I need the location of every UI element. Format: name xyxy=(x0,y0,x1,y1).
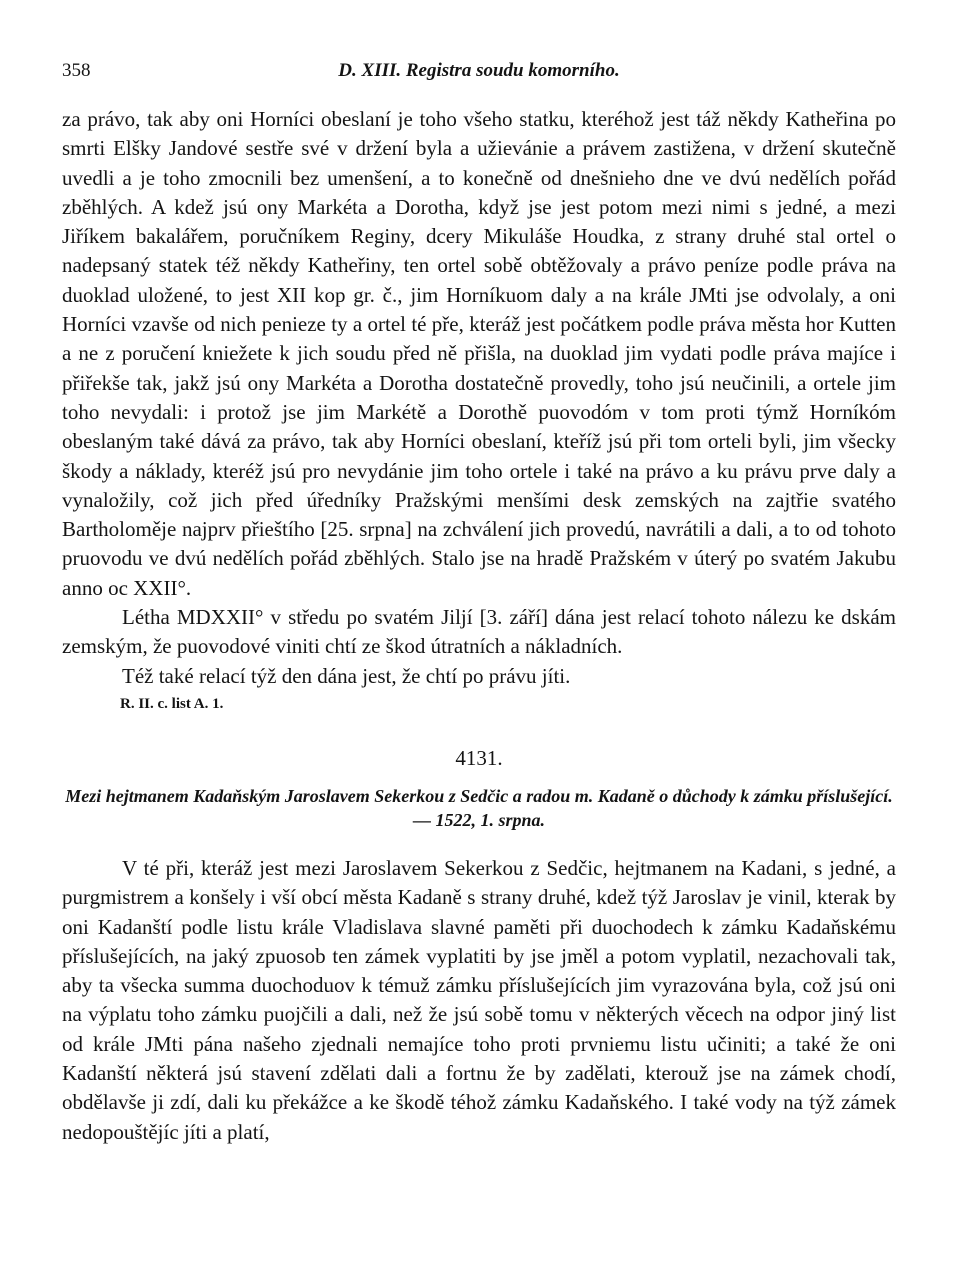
decision-text xyxy=(62,105,896,691)
running-head: D. XIII. Registra soudu komorního. xyxy=(338,60,620,81)
page-number: 358 xyxy=(62,60,91,81)
page-header xyxy=(62,60,896,90)
document-page xyxy=(62,60,896,1147)
source-reference: R. II. c. list A. 1. xyxy=(120,695,224,712)
entry-text xyxy=(62,854,896,1147)
paragraph: Též také relací týž den dána jest, že chtí po právu jíti. xyxy=(122,663,571,688)
paragraph: Létha MDXXII° v středu po svatém Jiljí [3. září] dána jest relací tohoto nálezu ke dskám zemským, že puovodové viniti chtí ze škod útratních a nákladních. xyxy=(62,605,896,659)
entry-regest: Mezi hejtmanem Kadaňským Jaroslavem Sekerkou z Sedčic a radou m. Kadaně o důchody k zámku příslušející. — 1522, 1. srpna. xyxy=(65,785,893,830)
paragraph: V té při, kteráž jest mezi Jaroslavem Sekerkou z Sedčic, hejtmanem na Kadani, s jedné, a purgmistrem a konšely i vší obcí města Kadaně s strany druhé, kdež týž Jaroslav je vinil, kterak by oni Kadanští podle listu krále Vladislava slavné paměti při duochodech k zámku Kadaňskému příslušejících, na jaký zpuosob ten zámek vyplatiti by jse jměl a potom vyplatil, nezachovali tak, aby ta všecka summa duochoduov k témuž zámku příslušejících jim vyrazována byla, což jsú oni na výplatu toho zámku puojčili a dali, než že jsú sobě tomu v některých věcech na odpor jiný list od krále JMti pána našeho zjednali nemajíce toho proti prvniemu listu učiniti; a také že oni Kadanští některá jsú stavení zdělati dali a fortnu že by zadělati, kterouž jse na zámek chodí, obdělavše ji zdí, dali ku překážce a ke škodě téhož zámku Kadaňského. I také vody na týž zámek nedopouštějíc jíti a platí, xyxy=(62,855,896,1144)
entry-number: 4131. xyxy=(455,745,503,770)
paragraph: za právo, tak aby oni Horníci obeslaní je toho všeho statku, kteréhož jest táž někdy Katheřina po smrti Elšky Jandové sestře své v držení byla a užievánie a právem zastižena, v držení skutečně uvedli a je toho zmocnili bez umenšení, a to konečně od dnešnieho dne ve dvú nedělích pořád zběhlých. A kdež jsú ony Markéta a Dorotha, když jse jest potom mezi nimi s jedné, a mezi Jiříkem bakalářem, poručníkem Reginy, dcery Mikuláše Houdka, z strany druhé stal ortel o nadepsaný statek též někdy Katheřiny, ten ortel sobě obtěžovaly a právo peníze podle práva na duoklad uložené, to jest XII kop gr. č., jim Horníkuom daly a na krále JMti jse odvolaly, a oni Horníci vzavše od nich penieze ty a ortel té pře, kteráž jest počátkem podle práva města hor Kutten a ne z poručení kniežete k jich soudu před ně přišla, na duoklad jim vydati podle práva majíce i přiřekše tak, jakž jsú ony Markéta a Dorotha dostatečně provedly, toho jsú neučinili, a ortele jim toho nevydali: i protož jse jim Markétě a Dorothě puovodóm v tom proti týmž Horníkóm obeslaným také dává za právo, tak aby Horníci obeslaní, kteříž jsú při tom orteli byli, jim všecky škody a náklady, kteréž jsú pro nevydánie jim toho ortele i také na právo a ku právu prve daly a vynaložily, což jich před úředníky Pražskými menšími desk zemských na zajtřie svatého Bartholoměje najprv přieštího [25. srpna] na zchválení jich provedú, navrátili a dali, a to od tohoto pruovodu ve dvú nedělích pořád zběhlých. Stalo jse na hradě Pražském v úterý po svatém Jakubu anno oc XXII°. xyxy=(62,107,896,600)
